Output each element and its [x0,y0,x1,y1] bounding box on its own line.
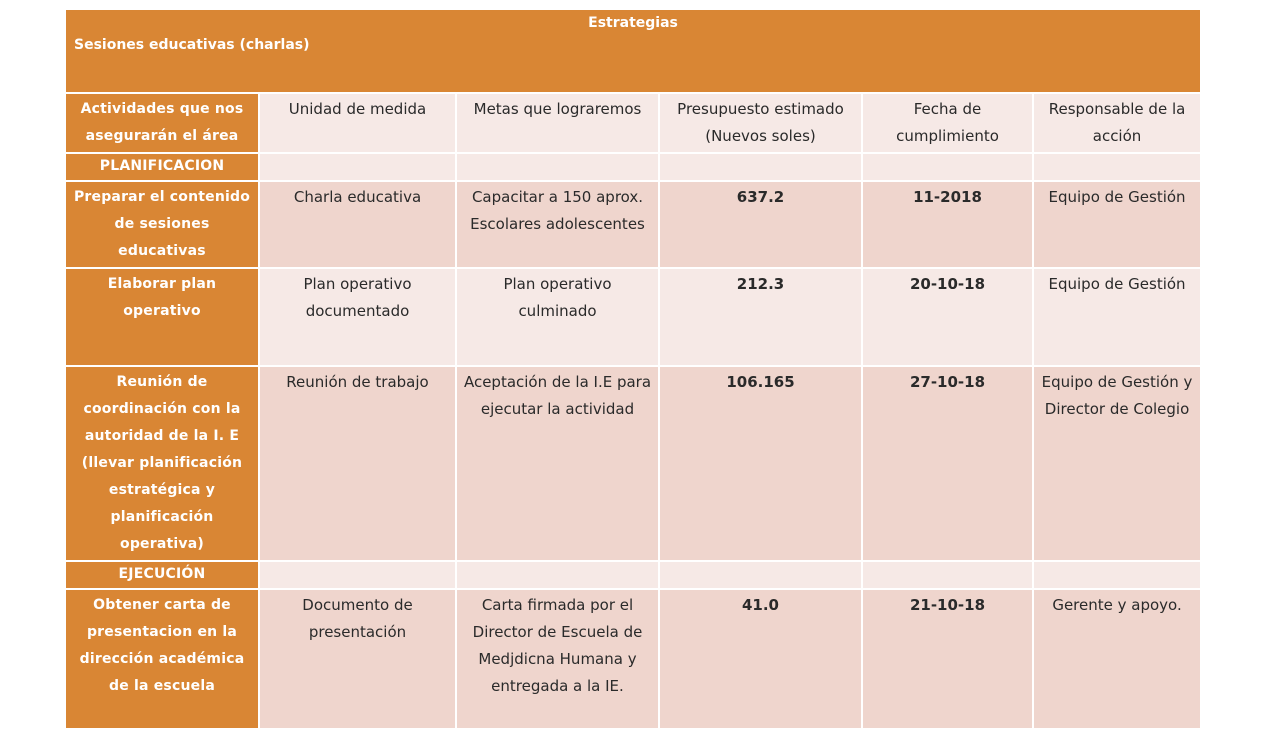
section-label-ejecucion: EJECUCIÓN [65,561,259,589]
goal-cell: Aceptación de la I.E para ejecutar la actividad [456,366,659,561]
activity-cell: Obtener carta de presentacion en la dirección académica de la escuela [65,589,259,729]
column-header-unidad: Unidad de medida [259,93,456,153]
table-row [65,589,1201,729]
table-row [65,366,1201,561]
responsible-cell: Equipo de Gestión [1033,268,1201,366]
date-cell: 11-2018 [862,181,1033,268]
empty-cell [862,561,1033,589]
column-header-responsable: Responsable de la acción [1033,93,1201,153]
strategy-table [64,8,1202,730]
unit-cell: Documento de presentación [259,589,456,729]
column-header-row [65,93,1201,153]
goal-cell: Carta firmada por el Director de Escuela de Medjdicna Humana y entregada a la IE. [456,589,659,729]
header-title: Estrategias [588,15,678,31]
budget-cell: 637.2 [659,181,862,268]
activity-cell: Elaborar plan operativo [65,268,259,366]
empty-cell [862,153,1033,181]
table-row [65,268,1201,366]
unit-cell: Plan operativo documentado [259,268,456,366]
date-cell: 20-10-18 [862,268,1033,366]
activity-cell: Preparar el contenido de sesiones educativas [65,181,259,268]
empty-cell [456,153,659,181]
column-header-metas: Metas que lograremos [456,93,659,153]
date-cell: 27-10-18 [862,366,1033,561]
header-cell [65,9,1201,93]
activity-cell: Reunión de coordinación con la autoridad de la I. E (llevar planificación estratégica y planificación operativa) [65,366,259,561]
date-cell: 21-10-18 [862,589,1033,729]
empty-cell [1033,561,1201,589]
unit-cell: Reunión de trabajo [259,366,456,561]
section-row-ejecucion [65,561,1201,589]
empty-cell [259,561,456,589]
column-header-actividades: Actividades que nos asegurarán el área [65,93,259,153]
goal-cell: Plan operativo culminado [456,268,659,366]
section-row-planificacion [65,153,1201,181]
empty-cell [1033,153,1201,181]
section-label-planificacion: PLANIFICACION [65,153,259,181]
table-header-row [65,9,1201,93]
empty-cell [259,153,456,181]
responsible-cell: Equipo de Gestión [1033,181,1201,268]
unit-cell: Charla educativa [259,181,456,268]
column-header-fecha: Fecha de cumplimiento [862,93,1033,153]
column-header-presupuesto: Presupuesto estimado (Nuevos soles) [659,93,862,153]
empty-cell [456,561,659,589]
table-row [65,181,1201,268]
empty-cell [659,153,862,181]
budget-cell: 106.165 [659,366,862,561]
responsible-cell: Gerente y apoyo. [1033,589,1201,729]
header-subtitle: Sesiones educativas (charlas) [74,37,310,53]
empty-cell [659,561,862,589]
responsible-cell: Equipo de Gestión y Director de Colegio [1033,366,1201,561]
goal-cell: Capacitar a 150 aprox. Escolares adolescentes [456,181,659,268]
budget-cell: 41.0 [659,589,862,729]
budget-cell: 212.3 [659,268,862,366]
